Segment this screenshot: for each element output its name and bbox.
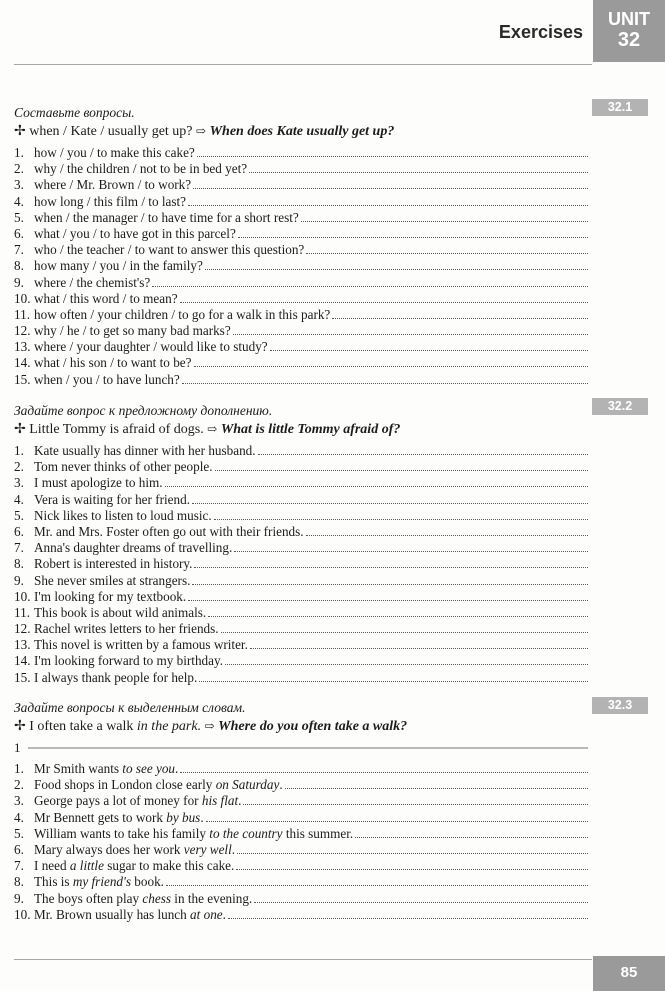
item-number: 9.: [14, 572, 24, 588]
item-text: This book is about wild animals.: [34, 604, 207, 620]
exercise-32-1: [14, 104, 592, 388]
item-text: how often / your children / to go for a walk in this park?: [34, 306, 331, 322]
item-text: I always thank people for help.: [34, 669, 198, 685]
exercise-item: [14, 621, 592, 637]
unit-tab: [593, 0, 665, 62]
example-answer: Where do you often take a walk?: [218, 719, 408, 734]
item-number: 8.: [14, 556, 24, 572]
item-number: 5.: [14, 825, 24, 841]
item-text: why / he / to get so many bad marks?: [34, 323, 231, 339]
exercise-item: [14, 826, 592, 842]
item-text: Tom never thinks of other people.: [34, 459, 213, 475]
item-emphasis: his flat: [201, 793, 239, 809]
exercise-item: [14, 605, 592, 621]
item-text: Rachel writes letters to her friends.: [34, 621, 219, 637]
badge-32-2: 32.2: [592, 398, 648, 415]
exercise-item: [14, 891, 592, 907]
answer-dotted-line[interactable]: [208, 616, 588, 617]
answer-dotted-line[interactable]: [306, 535, 588, 536]
item-number: 9.: [14, 890, 24, 906]
exercise-32-2: [14, 402, 592, 686]
bullet-icon: ✢: [14, 124, 26, 139]
item-text: I'm looking forward to my birthday.: [34, 653, 224, 669]
badge-32-3: 32.3: [592, 697, 648, 714]
answer-dotted-line[interactable]: [215, 470, 588, 471]
item-number: 9.: [14, 274, 24, 290]
answer-dotted-line[interactable]: [188, 205, 588, 206]
item-text-part: This is: [34, 874, 73, 890]
item-text: [34, 810, 204, 826]
item-text: [34, 793, 241, 809]
item-text-part: .: [175, 761, 179, 776]
exercise-item: [14, 810, 592, 826]
badge-32-1: 32.1: [592, 99, 648, 116]
exercise-item: [14, 258, 592, 274]
item-number: 14.: [14, 653, 31, 669]
item-text: when / the manager / to have time for a short rest?: [34, 209, 299, 225]
item-number: 5.: [14, 507, 24, 523]
item-number: 14.: [14, 355, 31, 371]
item-text: She never smiles at strangers.: [34, 572, 191, 588]
answer-dotted-line[interactable]: [194, 567, 588, 568]
example-prompt: Little Tommy is afraid of dogs.: [29, 422, 204, 437]
example-prompt-emphasis: in the park.: [136, 719, 202, 734]
answer-dotted-line[interactable]: [249, 172, 588, 173]
item-number: 10.: [14, 588, 31, 604]
item-text: Robert is interested in history.: [34, 556, 193, 572]
answer-line-number: 1: [14, 739, 21, 755]
answer-dotted-line[interactable]: [214, 519, 588, 520]
bullet-icon: ✢: [14, 719, 26, 734]
item-text-part: in the evening.: [170, 890, 253, 906]
answer-dotted-line[interactable]: [233, 334, 588, 335]
item-text: [34, 907, 226, 923]
item-number: 10.: [14, 290, 31, 306]
exercise-item: [14, 653, 592, 669]
item-text-part: I need: [34, 858, 70, 874]
example-prompt: I often take a walk: [29, 719, 137, 734]
item-text-part: Mr Bennett gets to work: [34, 809, 167, 825]
items-32-3: [14, 761, 592, 923]
item-text: [34, 891, 252, 907]
items-32-2: [14, 443, 592, 686]
exercise-item: [14, 777, 592, 793]
answer-dotted-line[interactable]: [237, 853, 588, 854]
item-text: [34, 858, 234, 874]
bullet-icon: ✢: [14, 422, 26, 437]
exercise-item: [14, 589, 592, 605]
footer-rule: [14, 959, 592, 960]
answer-dotted-line[interactable]: [250, 648, 588, 649]
instruction-32-2: Задайте вопрос к предложному дополнению.: [14, 403, 273, 418]
item-text-part: The boys often play: [34, 890, 143, 906]
item-number: 3.: [14, 793, 24, 809]
unit-word: UNIT: [608, 9, 650, 29]
item-number: 13.: [14, 637, 31, 653]
example-answer: What is little Tommy afraid of?: [220, 422, 401, 437]
item-text-part: Food shops in London close early: [34, 777, 216, 793]
exercise-item: [14, 556, 592, 572]
item-text: Kate usually has dinner with her husband.: [34, 443, 256, 458]
item-text: what / this word / to mean?: [34, 290, 178, 306]
answer-line: [14, 740, 592, 755]
item-text: how long / this film / to last?: [34, 193, 187, 209]
item-text-part: .: [238, 793, 242, 809]
item-text-part: .: [222, 906, 226, 922]
exercise-item: [14, 291, 592, 307]
answer-dotted-line[interactable]: [258, 454, 588, 455]
item-emphasis: to the country: [209, 825, 283, 841]
item-text: where / the chemist's?: [34, 274, 151, 290]
item-number: 15.: [14, 669, 31, 685]
exercise-item: [14, 145, 592, 161]
item-number: 7.: [14, 540, 24, 556]
answer-dotted-line[interactable]: [152, 286, 588, 287]
exercise-item: [14, 907, 592, 923]
exercise-item: [14, 793, 592, 809]
item-number: 2.: [14, 459, 24, 475]
item-text: I must apologize to him.: [34, 475, 163, 491]
answer-dotted-line[interactable]: [180, 302, 588, 303]
answer-dotted-line[interactable]: [228, 918, 588, 919]
instruction-32-1: Составьте вопросы.: [14, 105, 135, 120]
answer-dotted-line[interactable]: [165, 486, 588, 487]
exercise-item: [14, 194, 592, 210]
item-text: This novel is written by a famous writer.: [34, 637, 248, 653]
item-text: how / you / to make this cake?: [34, 145, 195, 160]
answer-dotted-line[interactable]: [193, 188, 588, 189]
item-text: [34, 761, 178, 777]
answer-dotted-line[interactable]: [238, 237, 588, 238]
exercise-item: [14, 339, 592, 355]
item-text-part: Mary always does her work: [34, 841, 184, 857]
answer-dotted-line[interactable]: [206, 821, 588, 822]
item-number: 3.: [14, 475, 24, 491]
item-number: 12.: [14, 323, 31, 339]
item-number: 4.: [14, 491, 24, 507]
answer-dotted-line[interactable]: [199, 681, 588, 682]
exercise-item: [14, 492, 592, 508]
item-text: Vera is waiting for her friend.: [34, 491, 190, 507]
answer-dotted-line[interactable]: [332, 318, 588, 319]
exercise-item: [14, 210, 592, 226]
exercise-item: [14, 540, 592, 556]
item-text: Anna's daughter dreams of travelling.: [34, 540, 233, 556]
exercise-item: [14, 858, 592, 874]
unit-number: 32: [617, 29, 641, 51]
answer-dotted-line[interactable]: [182, 383, 588, 384]
instruction-32-3: Задайте вопросы к выделенным словам.: [14, 700, 246, 715]
item-text-part: George pays a lot of money for: [34, 793, 202, 809]
answer-line-rule: [28, 747, 588, 749]
answer-dotted-line[interactable]: [306, 253, 588, 254]
item-text: what / his son / to want to be?: [34, 355, 192, 371]
exercise-item: [14, 443, 592, 459]
answer-dotted-line[interactable]: [192, 503, 588, 504]
item-text: when / you / to have lunch?: [34, 371, 180, 387]
answer-dotted-line[interactable]: [301, 221, 588, 222]
item-number: 7.: [14, 858, 24, 874]
exercise-item: [14, 161, 592, 177]
exercise-item: [14, 226, 592, 242]
answer-dotted-line[interactable]: [254, 902, 588, 903]
item-emphasis: a little: [69, 858, 104, 874]
example-32-2: [14, 419, 592, 440]
item-emphasis: my friend's: [72, 874, 131, 890]
item-text: Mr. and Mrs. Foster often go out with their friends.: [34, 523, 304, 539]
answer-dotted-line[interactable]: [270, 350, 588, 351]
item-emphasis: at one: [190, 906, 223, 922]
item-text-part: .: [279, 777, 283, 793]
item-number: 13.: [14, 339, 31, 355]
item-text-part: book.: [130, 874, 164, 890]
example-prompt: when / Kate / usually get up?: [29, 124, 193, 139]
arrow-icon: ⇨: [204, 719, 215, 733]
item-number: 8.: [14, 874, 24, 890]
item-number: 4.: [14, 809, 24, 825]
item-text-part: William wants to take his family: [34, 825, 210, 841]
answer-dotted-line[interactable]: [205, 269, 588, 270]
exercise-item: [14, 508, 592, 524]
item-text: [34, 777, 283, 793]
item-emphasis: very well: [183, 841, 232, 857]
item-text: why / the children / not to be in bed yet?: [34, 161, 248, 177]
item-text: what / you / to have got in this parcel?: [34, 225, 236, 241]
answer-dotted-line[interactable]: [285, 788, 588, 789]
item-number: 1.: [14, 145, 24, 160]
item-text-part: .: [231, 841, 236, 857]
exercise-item: [14, 275, 592, 291]
item-text-part: sugar to make this cake.: [103, 858, 235, 874]
item-text: who / the teacher / to want to answer this question?: [34, 242, 305, 258]
item-number: 12.: [14, 621, 31, 637]
exercise-item: [14, 670, 592, 686]
item-emphasis: to see you: [122, 761, 176, 776]
answer-dotted-line[interactable]: [197, 156, 588, 157]
item-number: 6.: [14, 225, 24, 241]
exercise-item: [14, 355, 592, 371]
item-text-part: .: [200, 809, 204, 825]
exercise-item: [14, 475, 592, 491]
item-text-part: Mr. Brown usually has lunch: [34, 906, 191, 922]
item-text: how many / you / in the family?: [34, 258, 203, 274]
item-text: [34, 874, 164, 890]
exercise-item: [14, 307, 592, 323]
page-header-title: Exercises: [498, 22, 583, 42]
item-number: 7.: [14, 242, 24, 258]
item-number: 15.: [14, 371, 31, 387]
item-text: where / Mr. Brown / to work?: [34, 177, 192, 193]
item-text: I'm looking for my textbook.: [34, 588, 187, 604]
item-emphasis: chess: [142, 890, 171, 906]
example-32-1: [14, 121, 592, 142]
exercise-item: [14, 761, 592, 777]
item-number: 10.: [14, 906, 31, 922]
item-text: [34, 826, 353, 842]
exercise-item: [14, 459, 592, 475]
answer-dotted-line[interactable]: [194, 366, 589, 367]
item-text: [34, 842, 235, 858]
item-emphasis: by bus: [166, 809, 201, 825]
exercise-item: [14, 323, 592, 339]
item-number: 1.: [14, 761, 24, 776]
answer-dotted-line[interactable]: [234, 551, 588, 552]
item-number: 6.: [14, 523, 24, 539]
item-text: where / your daughter / would like to study?: [34, 339, 268, 355]
item-number: 11.: [14, 604, 30, 620]
item-number: 8.: [14, 258, 24, 274]
exercise-item: [14, 524, 592, 540]
item-text-part: Mr Smith wants: [34, 761, 123, 776]
item-number: 3.: [14, 177, 24, 193]
item-number: 11.: [14, 306, 30, 322]
example-answer: When does Kate usually get up?: [209, 124, 395, 139]
answer-dotted-line[interactable]: [166, 885, 588, 886]
answer-dotted-line[interactable]: [192, 584, 588, 585]
arrow-icon: ⇨: [196, 124, 207, 138]
item-text: Nick likes to listen to loud music.: [34, 507, 212, 523]
exercise-item: [14, 842, 592, 858]
exercise-item: [14, 372, 592, 388]
answer-dotted-line[interactable]: [180, 772, 588, 773]
exercise-item: [14, 573, 592, 589]
item-number: 2.: [14, 777, 24, 793]
answer-dotted-line[interactable]: [225, 664, 588, 665]
exercise-item: [14, 242, 592, 258]
answer-dotted-line[interactable]: [355, 837, 588, 838]
item-number: 1.: [14, 443, 24, 458]
item-text-part: this summer.: [282, 825, 354, 841]
item-number: 6.: [14, 841, 24, 857]
item-number: 2.: [14, 161, 24, 177]
answer-dotted-line[interactable]: [236, 869, 588, 870]
example-32-3: [14, 716, 592, 737]
exercise-item: [14, 177, 592, 193]
header-rule: [14, 64, 592, 65]
item-emphasis: on Saturday: [215, 777, 280, 793]
item-number: 5.: [14, 209, 24, 225]
item-number: 4.: [14, 193, 24, 209]
exercise-item: [14, 637, 592, 653]
exercise-32-3: [14, 699, 592, 923]
arrow-icon: ⇨: [207, 422, 218, 436]
answer-dotted-line[interactable]: [243, 804, 588, 805]
answer-dotted-line[interactable]: [188, 600, 588, 601]
exercise-item: [14, 874, 592, 890]
answer-dotted-line[interactable]: [221, 632, 588, 633]
page-number: 85: [593, 956, 665, 991]
items-32-1: [14, 145, 592, 388]
